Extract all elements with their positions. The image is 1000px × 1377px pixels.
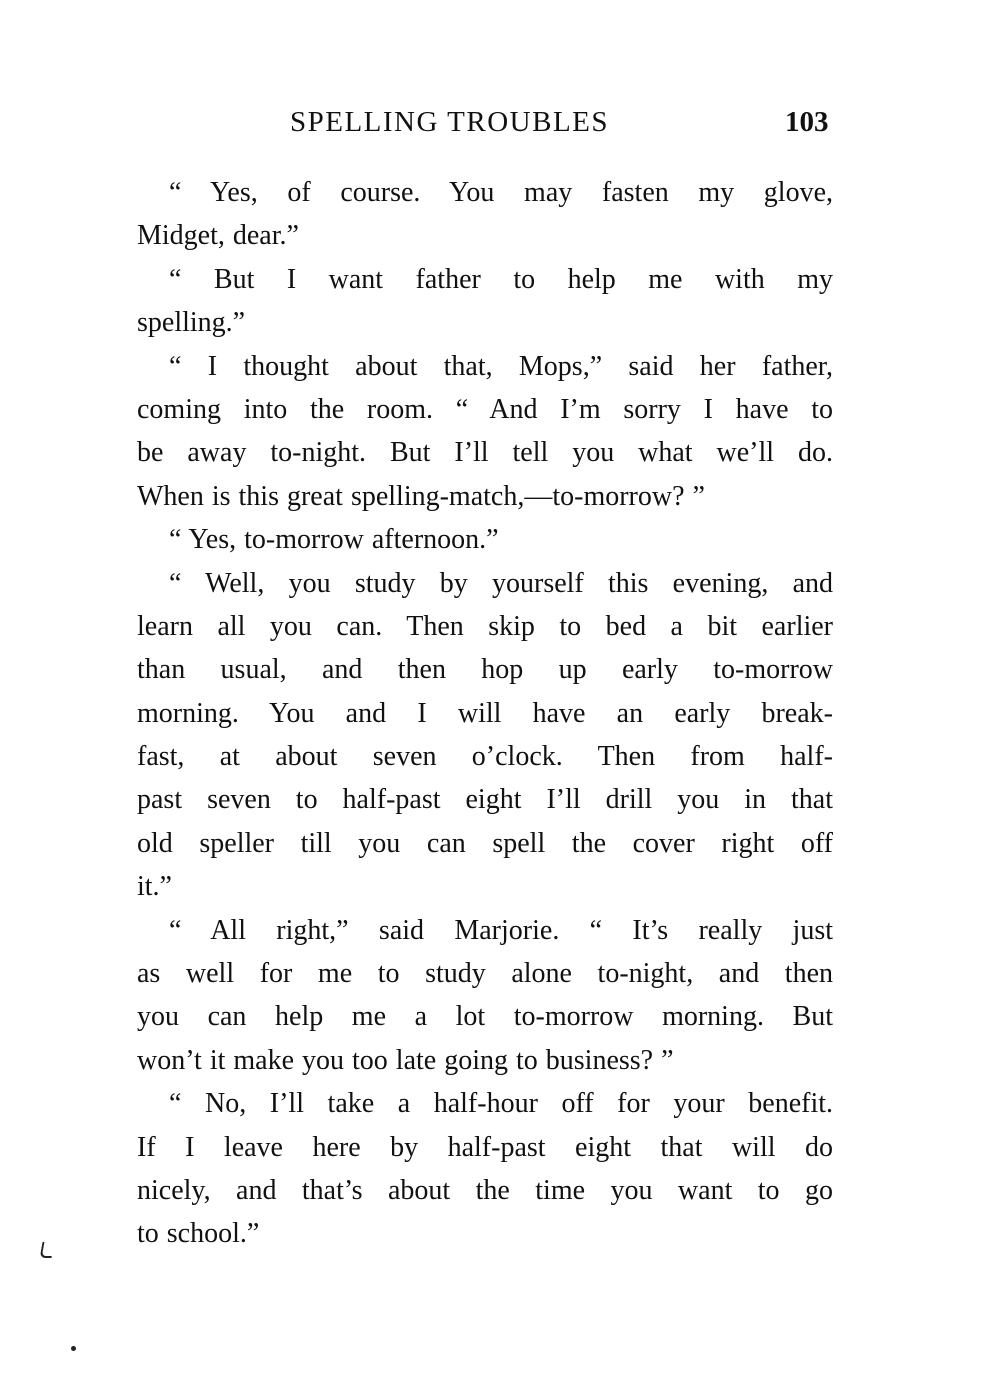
text-line: be away to-night. But I’ll tell you what we’ll do. <box>137 437 833 469</box>
text-line: you can help me a lot to-morrow morning. But <box>137 1001 833 1033</box>
text-line: fast, at about seven o’clock. Then from half- <box>137 741 833 773</box>
text-line: learn all you can. Then skip to bed a bit earlier <box>137 610 833 642</box>
margin-dot <box>71 1346 76 1351</box>
text-line: old speller till you can spell the cover right off <box>137 827 833 859</box>
text-line: spelling.” <box>137 307 246 339</box>
text-line: past seven to half-past eight I’ll drill you in that <box>137 784 833 816</box>
text-line: “ I thought about that, Mops,” said her father, <box>169 350 833 382</box>
chapter-title: SPELLING TROUBLES <box>290 106 610 138</box>
text-line: “ Well, you study by yourself this evening, and <box>169 567 833 599</box>
text-line: coming into the room. “ And I’m sorry I have to <box>137 393 833 425</box>
text-line: than usual, and then hop up early to-morrow <box>137 654 833 686</box>
text-line: “ Yes, of course. You may fasten my glove, <box>169 177 833 208</box>
text-line: morning. You and I will have an early break- <box>137 697 833 729</box>
page-number: 103 <box>785 106 829 138</box>
text-line: “ But I want father to help me with my <box>169 263 833 295</box>
margin-mark <box>40 1242 55 1258</box>
text-line: to school.” <box>137 1218 260 1250</box>
text-line: “ No, I’ll take a half-hour off for your benefit. <box>169 1088 833 1120</box>
text-line: “ All right,” said Marjorie. “ It’s really just <box>169 914 833 946</box>
text-line: If I leave here by half-past eight that will do <box>137 1131 833 1163</box>
text-line: When is this great spelling-match,—to-morrow? ” <box>137 480 705 512</box>
text-line: won’t it make you too late going to business? ” <box>137 1044 674 1076</box>
text-line: “ Yes, to-morrow afternoon.” <box>169 524 499 556</box>
text-line: nicely, and that’s about the time you want to go <box>137 1174 833 1206</box>
text-line: as well for me to study alone to-night, and then <box>137 958 833 990</box>
text-line: it.” <box>137 871 172 903</box>
running-head <box>290 106 840 150</box>
text-line: Midget, dear.” <box>137 220 299 252</box>
body-text <box>137 171 833 1256</box>
